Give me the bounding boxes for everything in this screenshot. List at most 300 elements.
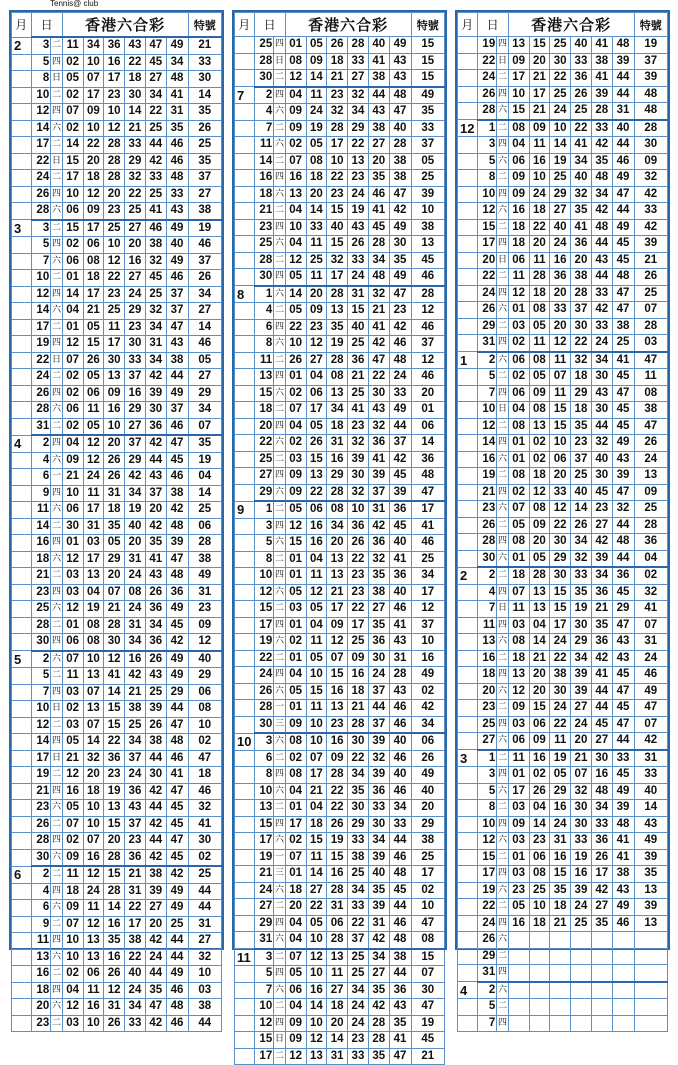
- number-cell: 13: [508, 667, 529, 684]
- day-cell: 26: [31, 385, 51, 402]
- number-cell: 34: [389, 800, 411, 817]
- number-cell: 36: [104, 37, 125, 54]
- number-cell: 46: [389, 336, 411, 353]
- number-cell: 31: [368, 915, 389, 932]
- number-cell: 02: [62, 54, 83, 71]
- draw-row: [235, 949, 445, 966]
- number-cell: 14: [83, 734, 104, 751]
- number-cell: 02: [62, 418, 83, 435]
- number-cell: 18: [327, 999, 348, 1016]
- draw-row: [12, 435, 222, 452]
- number-cell: 19: [327, 833, 348, 850]
- day-cell: 1: [477, 120, 497, 137]
- weekday-cell: 六: [497, 550, 509, 567]
- special-number-cell: 04: [188, 469, 221, 486]
- number-cell: 06: [508, 252, 529, 269]
- number-cell: 34: [125, 634, 146, 651]
- number-cell: 09: [327, 617, 348, 634]
- number-cell: 42: [591, 302, 612, 319]
- number-cell: 21: [529, 103, 550, 120]
- weekday-cell: 四: [51, 883, 63, 900]
- weekday-cell: 二: [274, 551, 286, 568]
- day-cell: 10: [254, 783, 274, 800]
- month-cell: [12, 352, 32, 369]
- month-cell: [458, 716, 478, 733]
- number-cell: 12: [104, 120, 125, 137]
- number-cell: 14: [125, 104, 146, 121]
- number-cell: 32: [571, 550, 592, 567]
- number-cell: 20: [529, 534, 550, 551]
- month-cell: 11: [235, 949, 255, 966]
- number-cell: [508, 1015, 529, 1032]
- number-cell: 28: [389, 667, 411, 684]
- number-cell: 08: [83, 253, 104, 270]
- number-cell: 38: [368, 120, 389, 137]
- draw-row: [12, 203, 222, 220]
- month-cell: [235, 435, 255, 452]
- weekday-cell: 一: [51, 469, 63, 486]
- number-cell: 11: [62, 37, 83, 54]
- number-cell: 32: [368, 418, 389, 435]
- weekday-cell: 二: [497, 517, 509, 534]
- month-cell: [12, 833, 32, 850]
- special-number-cell: 30: [188, 71, 221, 88]
- weekday-cell: 四: [274, 816, 286, 833]
- number-cell: 07: [550, 369, 571, 386]
- day-cell: 27: [254, 468, 274, 485]
- number-cell: 12: [104, 253, 125, 270]
- special-number-cell: 25: [411, 551, 444, 568]
- number-cell: 10: [327, 153, 348, 170]
- number-cell: 35: [368, 170, 389, 187]
- number-cell: 36: [389, 982, 411, 999]
- month-cell: [12, 104, 32, 121]
- number-cell: 42: [591, 882, 612, 899]
- number-cell: 01: [508, 435, 529, 452]
- special-number-cell: 38: [188, 551, 221, 568]
- month-cell: [458, 103, 478, 120]
- month-cell: [458, 733, 478, 750]
- month-cell: [235, 70, 255, 87]
- number-cell: 13: [529, 418, 550, 435]
- number-cell: 25: [145, 186, 166, 203]
- number-cell: 36: [104, 750, 125, 767]
- results-table-middle: [232, 10, 447, 1062]
- number-cell: 12: [83, 452, 104, 469]
- number-cell: 13: [508, 37, 529, 54]
- number-cell: 20: [571, 252, 592, 269]
- number-cell: 44: [145, 833, 166, 850]
- number-cell: 12: [327, 634, 348, 651]
- number-cell: 02: [285, 833, 306, 850]
- number-cell: 10: [306, 966, 327, 983]
- draw-row: [12, 270, 222, 287]
- day-cell: 11: [31, 502, 51, 519]
- draw-row: [235, 999, 445, 1016]
- draw-row: [235, 369, 445, 386]
- number-cell: 34: [145, 87, 166, 104]
- number-cell: 20: [125, 535, 146, 552]
- special-number-cell: 19: [188, 452, 221, 469]
- special-number-cell: 37: [411, 617, 444, 634]
- month-cell: [235, 568, 255, 585]
- special-number-cell: 24: [634, 650, 667, 667]
- number-cell: 27: [591, 899, 612, 916]
- number-cell: 04: [529, 617, 550, 634]
- header-day: 日: [31, 13, 62, 38]
- day-cell: 18: [254, 402, 274, 419]
- number-cell: 26: [104, 1015, 125, 1032]
- weekday-cell: 四: [51, 435, 63, 452]
- number-cell: 05: [550, 767, 571, 784]
- month-cell: [12, 701, 32, 718]
- number-cell: 49: [166, 900, 188, 917]
- number-cell: 38: [166, 352, 188, 369]
- month-cell: [12, 949, 32, 966]
- number-cell: 39: [571, 683, 592, 700]
- number-cell: 03: [62, 568, 83, 585]
- number-cell: 27: [125, 220, 146, 237]
- number-cell: 19: [571, 849, 592, 866]
- number-cell: 31: [104, 999, 125, 1016]
- draw-row: [12, 418, 222, 435]
- number-cell: 18: [327, 53, 348, 70]
- weekday-cell: 二: [497, 750, 509, 767]
- weekday-cell: 六: [274, 584, 286, 601]
- month-cell: [458, 667, 478, 684]
- number-cell: 16: [125, 651, 146, 668]
- number-cell: 22: [550, 70, 571, 87]
- day-cell: 10: [477, 816, 497, 833]
- special-number-cell: 01: [411, 402, 444, 419]
- number-cell: 33: [348, 833, 369, 850]
- weekday-cell: 二: [51, 668, 63, 685]
- number-cell: 07: [62, 104, 83, 121]
- number-cell: [550, 982, 571, 999]
- number-cell: 05: [285, 501, 306, 518]
- number-cell: 10: [62, 933, 83, 950]
- weekday-cell: 四: [274, 269, 286, 286]
- day-cell: 16: [477, 451, 497, 468]
- number-cell: 24: [145, 949, 166, 966]
- number-cell: 40: [389, 120, 411, 137]
- number-cell: 18: [571, 402, 592, 419]
- draw-row: [458, 683, 668, 700]
- number-cell: 21: [529, 70, 550, 87]
- month-cell: [458, 601, 478, 618]
- draw-row: [458, 219, 668, 236]
- number-cell: 49: [166, 37, 188, 54]
- draw-row: [235, 634, 445, 651]
- special-number-cell: 19: [634, 37, 667, 54]
- day-cell: 15: [477, 849, 497, 866]
- number-cell: 41: [166, 767, 188, 784]
- number-cell: 07: [104, 584, 125, 601]
- number-cell: 19: [550, 153, 571, 170]
- draw-row: [12, 485, 222, 502]
- number-cell: 24: [348, 186, 369, 203]
- number-cell: 22: [348, 601, 369, 618]
- number-cell: 14: [529, 634, 550, 651]
- number-cell: 05: [62, 734, 83, 751]
- day-cell: 24: [254, 667, 274, 684]
- number-cell: 31: [327, 435, 348, 452]
- number-cell: 09: [62, 452, 83, 469]
- number-cell: 16: [125, 253, 146, 270]
- weekday-cell: 二: [51, 717, 63, 734]
- number-cell: 32: [571, 186, 592, 203]
- special-number-cell: 15: [411, 949, 444, 966]
- number-cell: 13: [348, 153, 369, 170]
- day-cell: 29: [254, 484, 274, 501]
- number-cell: 20: [83, 767, 104, 784]
- number-cell: 45: [612, 584, 634, 601]
- month-cell: [458, 153, 478, 170]
- special-number-cell: 33: [634, 767, 667, 784]
- number-cell: 23: [348, 418, 369, 435]
- number-cell: 28: [368, 1015, 389, 1032]
- number-cell: 20: [306, 286, 327, 303]
- weekday-cell: 日: [497, 53, 509, 70]
- number-cell: 06: [62, 203, 83, 220]
- month-cell: [12, 485, 32, 502]
- draw-row: [12, 237, 222, 254]
- number-cell: 09: [306, 53, 327, 70]
- number-cell: 14: [571, 501, 592, 518]
- special-number-cell: [634, 982, 667, 999]
- draw-row: [235, 137, 445, 154]
- number-cell: 27: [145, 900, 166, 917]
- draw-row: [458, 103, 668, 120]
- number-cell: 44: [368, 87, 389, 104]
- number-cell: 35: [591, 153, 612, 170]
- day-cell: 24: [31, 369, 51, 386]
- month-cell: [12, 469, 32, 486]
- draw-row: [12, 1015, 222, 1032]
- number-cell: 48: [389, 87, 411, 104]
- draw-row: [235, 37, 445, 54]
- special-number-cell: 04: [634, 550, 667, 567]
- number-cell: [571, 965, 592, 982]
- number-cell: 18: [529, 285, 550, 302]
- header-day: 日: [477, 13, 508, 37]
- number-cell: 48: [166, 734, 188, 751]
- weekday-cell: 二: [274, 451, 286, 468]
- special-number-cell: 34: [188, 286, 221, 303]
- header-month: 月: [458, 13, 478, 37]
- number-cell: 22: [104, 734, 125, 751]
- number-cell: 41: [145, 551, 166, 568]
- number-cell: 03: [285, 601, 306, 618]
- number-cell: [550, 999, 571, 1016]
- weekday-cell: 四: [51, 535, 63, 552]
- day-cell: 18: [31, 982, 51, 999]
- special-number-cell: 14: [188, 485, 221, 502]
- number-cell: 25: [612, 335, 634, 352]
- number-cell: 43: [389, 999, 411, 1016]
- number-cell: 40: [591, 451, 612, 468]
- special-number-cell: 38: [188, 203, 221, 220]
- draw-row: [12, 701, 222, 718]
- weekday-cell: 四: [497, 534, 509, 551]
- day-cell: 14: [31, 518, 51, 535]
- draw-row: [458, 418, 668, 435]
- number-cell: 48: [166, 71, 188, 88]
- number-cell: 43: [389, 683, 411, 700]
- day-cell: 25: [254, 451, 274, 468]
- special-number-cell: 02: [188, 734, 221, 751]
- number-cell: 36: [166, 584, 188, 601]
- number-cell: 04: [306, 369, 327, 386]
- special-number-cell: 14: [188, 87, 221, 104]
- number-cell: 42: [145, 153, 166, 170]
- weekday-cell: 日: [497, 252, 509, 269]
- number-cell: 39: [166, 535, 188, 552]
- number-cell: 41: [389, 617, 411, 634]
- number-cell: 23: [348, 170, 369, 187]
- day-cell: 31: [477, 335, 497, 352]
- number-cell: 38: [145, 866, 166, 883]
- special-number-cell: 30: [188, 833, 221, 850]
- number-cell: 38: [348, 849, 369, 866]
- day-cell: 11: [254, 352, 274, 369]
- number-cell: 48: [368, 269, 389, 286]
- month-cell: [458, 617, 478, 634]
- number-cell: 34: [327, 518, 348, 535]
- special-number-cell: 13: [634, 468, 667, 485]
- number-cell: 15: [306, 833, 327, 850]
- number-cell: 25: [550, 170, 571, 187]
- special-number-cell: 37: [411, 336, 444, 353]
- special-number-cell: 37: [188, 170, 221, 187]
- weekday-cell: 四: [51, 336, 63, 353]
- special-number-cell: 32: [188, 800, 221, 817]
- month-cell: [12, 186, 32, 203]
- number-cell: 16: [529, 750, 550, 767]
- draw-row: [12, 535, 222, 552]
- number-cell: 36: [389, 501, 411, 518]
- number-cell: 05: [83, 418, 104, 435]
- number-cell: 46: [166, 137, 188, 154]
- draw-row: [235, 336, 445, 353]
- weekday-cell: 四: [51, 933, 63, 950]
- number-cell: 03: [508, 617, 529, 634]
- number-cell: 30: [348, 800, 369, 817]
- number-cell: 35: [368, 982, 389, 999]
- number-cell: 22: [125, 54, 146, 71]
- month-cell: [458, 833, 478, 850]
- day-cell: 20: [477, 252, 497, 269]
- number-cell: 44: [145, 966, 166, 983]
- number-cell: 40: [571, 170, 592, 187]
- number-cell: 39: [368, 468, 389, 485]
- special-number-cell: 35: [188, 104, 221, 121]
- draw-row: [235, 418, 445, 435]
- number-cell: 21: [529, 650, 550, 667]
- number-cell: 11: [306, 87, 327, 104]
- month-cell: 12: [458, 120, 478, 137]
- number-cell: 37: [368, 484, 389, 501]
- number-cell: 18: [285, 882, 306, 899]
- day-cell: 12: [477, 833, 497, 850]
- day-cell: 28: [254, 700, 274, 717]
- day-cell: 8: [254, 767, 274, 784]
- special-number-cell: 42: [634, 186, 667, 203]
- day-cell: 11: [477, 617, 497, 634]
- special-number-cell: 46: [634, 667, 667, 684]
- number-cell: 06: [508, 352, 529, 369]
- month-cell: [12, 849, 32, 866]
- special-number-cell: 39: [411, 186, 444, 203]
- weekday-cell: 四: [274, 37, 286, 54]
- number-cell: 33: [368, 800, 389, 817]
- month-cell: [235, 882, 255, 899]
- day-cell: 25: [254, 236, 274, 253]
- special-number-cell: 44: [188, 883, 221, 900]
- number-cell: 18: [529, 915, 550, 932]
- month-cell: [12, 286, 32, 303]
- number-cell: 11: [529, 137, 550, 154]
- number-cell: 28: [368, 1032, 389, 1049]
- number-cell: 34: [368, 833, 389, 850]
- number-cell: 03: [285, 451, 306, 468]
- day-cell: 24: [477, 70, 497, 87]
- number-cell: 25: [571, 468, 592, 485]
- number-cell: 34: [125, 485, 146, 502]
- weekday-cell: 二: [497, 70, 509, 87]
- number-cell: 24: [571, 716, 592, 733]
- month-cell: [235, 518, 255, 535]
- number-cell: 09: [529, 517, 550, 534]
- number-cell: 40: [125, 966, 146, 983]
- number-cell: 38: [125, 701, 146, 718]
- month-cell: [235, 137, 255, 154]
- day-cell: 25: [254, 37, 274, 54]
- number-cell: 24: [550, 700, 571, 717]
- number-cell: 15: [550, 418, 571, 435]
- draw-row: [12, 833, 222, 850]
- number-cell: 15: [550, 402, 571, 419]
- draw-row: [458, 982, 668, 999]
- day-cell: 17: [31, 750, 51, 767]
- number-cell: 30: [571, 816, 592, 833]
- number-cell: 45: [389, 468, 411, 485]
- number-cell: 19: [571, 601, 592, 618]
- number-cell: 08: [285, 53, 306, 70]
- number-cell: 31: [125, 617, 146, 634]
- number-cell: 24: [125, 568, 146, 585]
- number-cell: 42: [166, 866, 188, 883]
- draw-row: [12, 186, 222, 203]
- draw-row: [458, 634, 668, 651]
- number-cell: 35: [348, 783, 369, 800]
- special-number-cell: 18: [188, 767, 221, 784]
- weekday-cell: 六: [51, 949, 63, 966]
- number-cell: 15: [327, 667, 348, 684]
- weekday-cell: 六: [497, 501, 509, 518]
- number-cell: 23: [327, 87, 348, 104]
- month-cell: [235, 1048, 255, 1065]
- number-cell: 09: [285, 120, 306, 137]
- weekday-cell: 六: [497, 203, 509, 220]
- number-cell: 01: [285, 568, 306, 585]
- credit-label: Tennis@ club: [50, 0, 99, 8]
- number-cell: 23: [104, 203, 125, 220]
- number-cell: 23: [529, 833, 550, 850]
- number-cell: 47: [389, 1048, 411, 1065]
- number-cell: 25: [348, 634, 369, 651]
- weekday-cell: 六: [51, 203, 63, 220]
